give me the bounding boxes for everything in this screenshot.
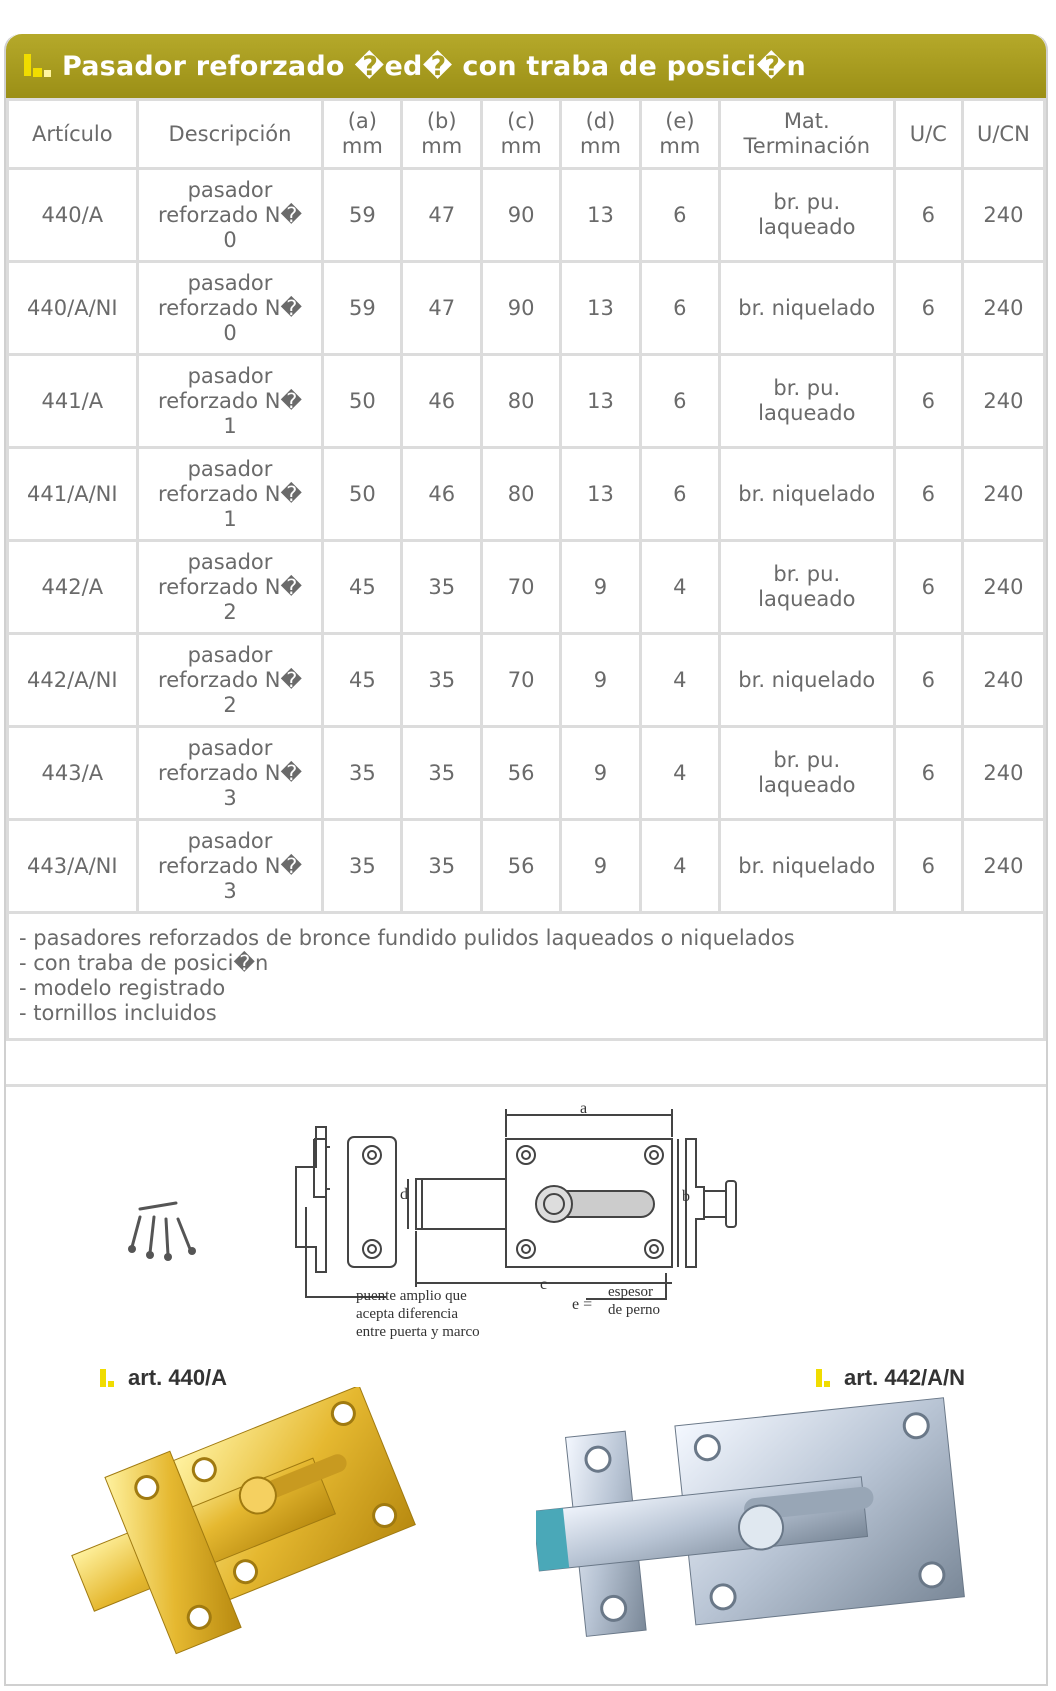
ucn-cell-text: 240 <box>983 295 1024 320</box>
descripcion-cell-text: reforzado N� <box>158 760 302 785</box>
dim-c-cell <box>482 169 561 262</box>
column-header-line: mm <box>500 134 542 158</box>
dim-c-cell-text: 80 <box>507 481 535 506</box>
e-caption-line: de perno <box>608 1302 661 1318</box>
dim-d-cell-text: 9 <box>593 574 608 599</box>
notes-row <box>8 913 1045 1040</box>
dim-e-cell-text: 6 <box>673 388 687 413</box>
dim-b-cell <box>402 727 482 820</box>
dim-c-cell <box>482 820 561 913</box>
ucn-cell-text: 240 <box>983 202 1024 227</box>
dim-d-cell <box>561 727 641 820</box>
ucn-cell <box>962 541 1044 634</box>
uc-cell <box>894 541 962 634</box>
material-cell <box>719 727 894 820</box>
ucn-cell-text: 240 <box>983 388 1024 413</box>
dim-b-cell <box>402 634 482 727</box>
articulo-cell <box>8 634 138 727</box>
descripcion-cell-text: pasador <box>187 735 273 760</box>
dim-c-cell <box>482 634 561 727</box>
dim-d-cell-text: 13 <box>587 202 614 227</box>
descripcion-cell-text: 1 <box>223 413 237 438</box>
descripcion-cell-text: pasador <box>187 828 273 853</box>
descripcion-cell-text: 2 <box>223 599 237 624</box>
dim-d-cell <box>561 355 641 448</box>
uc-cell-text: 6 <box>921 853 935 878</box>
table-row <box>8 820 1045 913</box>
dim-a-cell <box>323 262 402 355</box>
articulo-cell <box>8 727 138 820</box>
note-line: - pasadores reforzados de bronce fundido pulidos laqueados o niquelados <box>19 926 795 950</box>
uc-cell-text: 6 <box>921 760 935 785</box>
uc-cell <box>894 355 962 448</box>
dim-e-cell-text: 6 <box>673 202 687 227</box>
uc-cell <box>894 262 962 355</box>
dim-c-cell-text: 70 <box>507 574 535 599</box>
material-cell-text: br. pu. <box>773 190 841 214</box>
bullet-icon <box>816 1369 830 1389</box>
descripcion-cell-text: reforzado N� <box>158 202 302 227</box>
ucn-cell <box>962 448 1044 541</box>
descripcion-cell-text: 3 <box>223 878 237 903</box>
dim-e-cell-text: 4 <box>673 760 687 785</box>
descripcion-cell-text: 1 <box>223 506 237 531</box>
descripcion-cell-text: reforzado N� <box>158 667 302 692</box>
material-cell <box>719 355 894 448</box>
dim-a-cell <box>323 355 402 448</box>
descripcion-cell-text: pasador <box>187 177 273 202</box>
bridge-caption <box>356 1287 480 1341</box>
articulo-cell <box>8 262 138 355</box>
descripcion-cell-text: 2 <box>223 692 237 717</box>
material-cell-text: br. pu. <box>773 376 841 400</box>
descripcion-cell-text: pasador <box>187 642 273 667</box>
ucn-cell-text: 240 <box>983 853 1024 878</box>
column-header-line: mm <box>421 134 463 158</box>
dim-d-cell-text: 13 <box>587 388 614 413</box>
descripcion-cell <box>137 634 323 727</box>
ucn-cell-text: 240 <box>983 574 1024 599</box>
column-header-line: mm <box>580 134 621 158</box>
column-header <box>137 100 323 169</box>
nickel-bolt-photo <box>536 1397 996 1657</box>
dim-d-cell-text: 9 <box>593 853 608 878</box>
dim-a-cell <box>323 169 402 262</box>
descripcion-cell-text: reforzado N� <box>158 295 302 320</box>
dim-b-cell-text: 47 <box>428 295 456 320</box>
column-header <box>482 100 561 169</box>
material-cell-text: br. niquelado <box>738 667 876 692</box>
dim-a-cell-text: 50 <box>348 388 376 413</box>
dim-c-cell <box>482 262 561 355</box>
spec-table <box>6 98 1046 1041</box>
column-header <box>402 100 482 169</box>
dim-b-cell <box>402 355 482 448</box>
table-row <box>8 541 1045 634</box>
descripcion-cell-text: 0 <box>223 320 237 345</box>
dim-e-cell <box>640 448 719 541</box>
descripcion-cell <box>137 262 323 355</box>
dim-b-cell-text: 35 <box>428 853 456 878</box>
dim-label-d: d <box>400 1186 408 1203</box>
column-header-line: (d) <box>585 109 616 133</box>
descripcion-cell-text: reforzado N� <box>158 481 302 506</box>
material-cell-text: br. pu. <box>773 748 841 772</box>
column-header <box>323 100 402 169</box>
descripcion-cell <box>137 541 323 634</box>
column-header-line: Descripción <box>168 121 292 146</box>
product-panel <box>4 34 1048 1686</box>
notes-cell <box>8 913 1045 1040</box>
page-title: Pasador reforzado �ed� con traba de posici�n <box>62 50 806 82</box>
ucn-cell-text: 240 <box>983 667 1024 692</box>
dim-c-cell <box>482 448 561 541</box>
descripcion-cell-text: pasador <box>187 456 273 481</box>
table-row <box>8 634 1045 727</box>
dim-label-a: a <box>580 1100 588 1117</box>
dim-a-cell-text: 35 <box>348 853 376 878</box>
dim-label-c: c <box>540 1276 548 1293</box>
column-header-line: Artículo <box>32 121 113 146</box>
dim-b-cell <box>402 448 482 541</box>
screws-icon <box>126 1197 206 1267</box>
descripcion-cell <box>137 448 323 541</box>
column-header <box>894 100 962 169</box>
column-header-line: Terminación <box>743 134 870 158</box>
material-cell-text: br. niquelado <box>738 481 876 506</box>
ucn-cell-text: 240 <box>983 760 1024 785</box>
material-cell-text: br. niquelado <box>738 853 876 878</box>
material-cell <box>719 169 894 262</box>
articulo-cell-text: 442/A <box>41 574 104 599</box>
note-line: - modelo registrado <box>19 976 226 1000</box>
uc-cell-text: 6 <box>921 481 935 506</box>
articulo-cell-text: 441/A <box>41 388 104 413</box>
dim-d-cell <box>561 262 641 355</box>
ucn-cell <box>962 169 1044 262</box>
uc-cell-text: 6 <box>921 667 935 692</box>
dim-b-cell-text: 35 <box>428 667 456 692</box>
ucn-cell-text: 240 <box>983 481 1024 506</box>
dim-a-cell-text: 35 <box>348 760 376 785</box>
descripcion-cell <box>137 169 323 262</box>
dim-e-cell <box>640 262 719 355</box>
descripcion-cell-text: pasador <box>187 549 273 574</box>
articulo-cell-text: 443/A <box>41 760 104 785</box>
table-row <box>8 169 1045 262</box>
figure-area <box>6 1084 1046 1687</box>
dim-e-cell <box>640 541 719 634</box>
column-header <box>561 100 641 169</box>
descripcion-cell <box>137 355 323 448</box>
dim-b-cell-text: 47 <box>428 202 456 227</box>
column-header-line: U/CN <box>976 121 1030 146</box>
column-header-line: mm <box>659 134 701 158</box>
material-cell-text: laqueado <box>758 773 856 797</box>
bullet-icon <box>100 1369 114 1389</box>
section-header <box>6 34 1046 98</box>
uc-cell-text: 6 <box>921 202 935 227</box>
e-label: e = <box>572 1296 593 1313</box>
dim-e-cell-text: 6 <box>673 481 687 506</box>
articulo-cell <box>8 448 138 541</box>
table-row <box>8 727 1045 820</box>
dim-b-cell <box>402 262 482 355</box>
column-header-line: (e) <box>665 109 695 133</box>
dim-e-cell <box>640 355 719 448</box>
material-cell-text: laqueado <box>758 401 856 425</box>
dim-d-cell-text: 13 <box>587 295 614 320</box>
dim-d-cell <box>561 448 641 541</box>
dim-a-cell <box>323 448 402 541</box>
dim-c-cell-text: 56 <box>507 760 535 785</box>
photo-label-left: art. 440/A <box>128 1365 228 1390</box>
dim-d-cell <box>561 634 641 727</box>
bridge-caption-line: acepta diferencia <box>356 1306 459 1322</box>
ucn-cell <box>962 727 1044 820</box>
note-line: - tornillos incluidos <box>19 1001 217 1025</box>
articulo-cell-text: 440/A/NI <box>27 295 118 320</box>
dim-a-cell <box>323 634 402 727</box>
dim-a-cell <box>323 541 402 634</box>
uc-cell-text: 6 <box>921 295 935 320</box>
articulo-cell <box>8 169 138 262</box>
uc-cell-text: 6 <box>921 388 935 413</box>
dim-e-cell-text: 4 <box>673 667 687 692</box>
dim-e-cell <box>640 169 719 262</box>
dim-label-b: b <box>682 1188 690 1205</box>
dim-d-cell <box>561 169 641 262</box>
descripcion-cell-text: reforzado N� <box>158 853 302 878</box>
descripcion-cell-text: reforzado N� <box>158 388 302 413</box>
articulo-cell <box>8 355 138 448</box>
articulo-cell-text: 440/A <box>41 202 104 227</box>
dim-d-cell-text: 9 <box>593 667 608 692</box>
material-cell <box>719 448 894 541</box>
column-header-line: mm <box>341 134 383 158</box>
uc-cell <box>894 634 962 727</box>
descripcion-cell-text: 0 <box>223 227 237 252</box>
ucn-cell <box>962 820 1044 913</box>
photo-label-right: art. 442/A/N <box>844 1365 966 1390</box>
material-cell-text: br. niquelado <box>738 295 876 320</box>
material-cell-text: laqueado <box>758 215 856 239</box>
descripcion-cell <box>137 820 323 913</box>
table-row <box>8 355 1045 448</box>
dim-e-cell-text: 6 <box>673 295 687 320</box>
column-header <box>8 100 138 169</box>
articulo-cell <box>8 541 138 634</box>
articulo-cell-text: 442/A/NI <box>27 667 118 692</box>
descripcion-cell-text: pasador <box>187 270 273 295</box>
material-cell-text: laqueado <box>758 587 856 611</box>
uc-cell <box>894 448 962 541</box>
dim-d-cell <box>561 820 641 913</box>
descripcion-cell-text: reforzado N� <box>158 574 302 599</box>
dim-c-cell <box>482 541 561 634</box>
dim-e-cell <box>640 820 719 913</box>
dim-a-cell-text: 45 <box>348 574 376 599</box>
uc-cell <box>894 820 962 913</box>
material-cell <box>719 820 894 913</box>
articulo-cell <box>8 820 138 913</box>
descripcion-cell <box>137 727 323 820</box>
descripcion-cell-text: 3 <box>223 785 237 810</box>
bridge-caption-line: entre puerta y marco <box>356 1324 480 1340</box>
bullet-icon <box>24 48 52 84</box>
dim-a-cell-text: 59 <box>348 202 376 227</box>
articulo-cell-text: 441/A/NI <box>27 481 118 506</box>
dim-d-cell-text: 9 <box>593 760 608 785</box>
note-line: - con traba de posici�n <box>19 951 269 975</box>
dim-c-cell-text: 90 <box>507 295 535 320</box>
material-cell <box>719 634 894 727</box>
dim-b-cell-text: 35 <box>428 574 456 599</box>
table-row <box>8 448 1045 541</box>
ucn-cell <box>962 262 1044 355</box>
column-header-line: U/C <box>909 121 947 146</box>
uc-cell <box>894 169 962 262</box>
uc-cell-text: 6 <box>921 574 935 599</box>
table-header-row <box>8 100 1045 169</box>
dim-b-cell <box>402 541 482 634</box>
dim-a-cell <box>323 820 402 913</box>
uc-cell <box>894 727 962 820</box>
column-header <box>640 100 719 169</box>
dim-e-cell <box>640 727 719 820</box>
ucn-cell <box>962 355 1044 448</box>
dim-b-cell <box>402 169 482 262</box>
dim-a-cell <box>323 727 402 820</box>
dim-e-cell-text: 4 <box>673 853 687 878</box>
descripcion-cell-text: pasador <box>187 363 273 388</box>
material-cell <box>719 262 894 355</box>
dim-d-cell-text: 13 <box>587 481 614 506</box>
table-row <box>8 262 1045 355</box>
dim-a-cell-text: 59 <box>348 295 376 320</box>
dim-e-cell <box>640 634 719 727</box>
material-cell <box>719 541 894 634</box>
e-caption <box>608 1283 660 1319</box>
ucn-cell <box>962 634 1044 727</box>
dim-c-cell-text: 90 <box>507 202 535 227</box>
dim-b-cell <box>402 820 482 913</box>
dim-a-cell-text: 50 <box>348 481 376 506</box>
column-header <box>719 100 894 169</box>
dim-c-cell <box>482 355 561 448</box>
dim-a-cell-text: 45 <box>348 667 376 692</box>
column-header-line: (b) <box>426 109 457 133</box>
bridge-caption-line: puente amplio que <box>356 1288 467 1304</box>
dim-b-cell-text: 35 <box>428 760 456 785</box>
dim-e-cell-text: 4 <box>673 574 687 599</box>
column-header <box>962 100 1044 169</box>
column-header-line: Mat. <box>783 109 830 133</box>
dim-c-cell-text: 70 <box>507 667 535 692</box>
dim-c-cell-text: 80 <box>507 388 535 413</box>
articulo-cell-text: 443/A/NI <box>27 853 118 878</box>
column-header-line: (c) <box>507 109 536 133</box>
dim-d-cell <box>561 541 641 634</box>
e-caption-line: espesor <box>608 1284 653 1300</box>
column-header-line: (a) <box>347 109 377 133</box>
dim-c-cell-text: 56 <box>507 853 535 878</box>
brass-bolt-photo <box>56 1387 496 1667</box>
dim-b-cell-text: 46 <box>428 481 456 506</box>
dim-b-cell-text: 46 <box>428 388 456 413</box>
dim-c-cell <box>482 727 561 820</box>
material-cell-text: br. pu. <box>773 562 841 586</box>
